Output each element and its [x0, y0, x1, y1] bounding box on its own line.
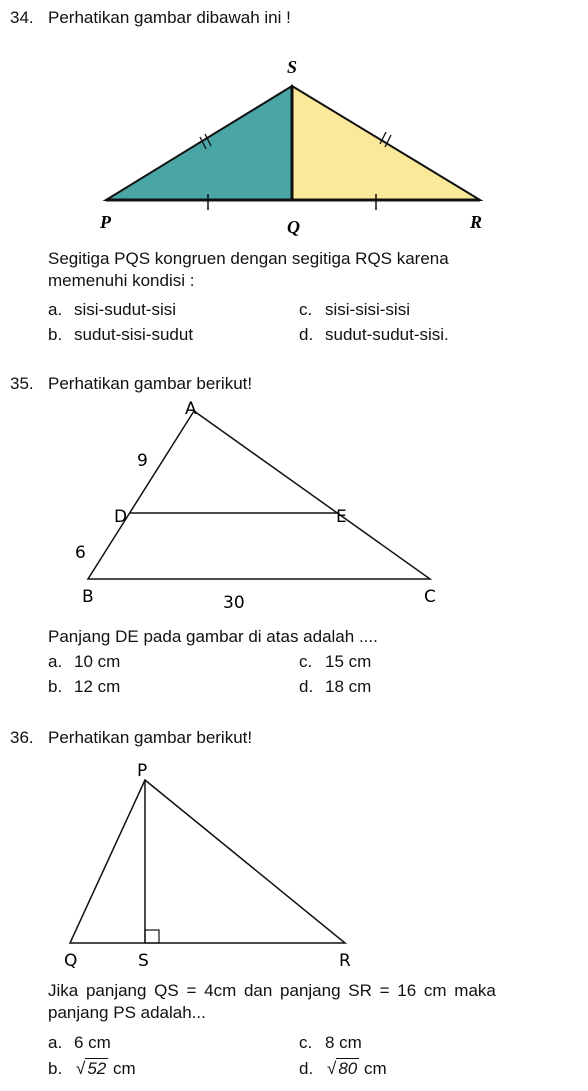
- q34-option-a[interactable]: a. sisi-sudut-sisi: [48, 300, 177, 319]
- label-q: Q: [287, 217, 300, 237]
- radicand: 52: [87, 1059, 107, 1078]
- q35-similar-triangles-figure: [0, 390, 588, 620]
- triangle-pqr: [70, 780, 345, 943]
- q34-option-d[interactable]: d. sudut-sudut-sisi.: [299, 325, 449, 344]
- label-bc-length: 30: [223, 593, 245, 613]
- question-number: 36.: [10, 728, 34, 747]
- statement-line: panjang PS adalah...: [48, 1003, 206, 1022]
- q36-right-triangle-figure: [0, 750, 588, 980]
- question-number: 34.: [10, 8, 34, 27]
- label-r: R: [339, 951, 351, 971]
- q35-option-c[interactable]: c. 15 cm: [299, 652, 372, 671]
- label-b: B: [82, 587, 94, 607]
- right-angle-marker: [145, 930, 159, 943]
- label-a: A: [185, 399, 197, 419]
- q35-option-d[interactable]: d. 18 cm: [299, 677, 372, 696]
- statement-line: Jika panjang QS = 4cm dan panjang SR = 16 cm maka: [48, 981, 496, 1000]
- label-s: S: [138, 951, 149, 971]
- label-q: Q: [64, 951, 78, 971]
- label-c: C: [424, 587, 436, 607]
- q36-option-c[interactable]: c. 8 cm: [299, 1033, 362, 1052]
- q36-statement: [48, 980, 496, 1024]
- triangle-rqs: [292, 86, 480, 200]
- q34-statement: [48, 248, 449, 292]
- label-p: P: [137, 761, 148, 781]
- q35-question-text: Panjang DE pada gambar di atas adalah ....: [48, 627, 378, 646]
- square-root: √ 80: [327, 1059, 358, 1078]
- q36-option-d[interactable]: d. √ 80 cm: [299, 1059, 387, 1078]
- question-prompt: Perhatikan gambar berikut!: [48, 374, 253, 393]
- statement-line: Segitiga PQS kongruen dengan segitiga RQS karena: [48, 249, 449, 268]
- q34-option-b[interactable]: b. sudut-sisi-sudut: [48, 325, 194, 344]
- q35-option-b[interactable]: b. 12 cm: [48, 677, 121, 696]
- label-ad-length: 9: [137, 451, 148, 471]
- label-e: E: [336, 507, 347, 527]
- label-db-length: 6: [75, 543, 86, 563]
- question-prompt: Perhatikan gambar berikut!: [48, 728, 253, 747]
- radicand: 80: [338, 1059, 358, 1078]
- square-root: √ 52: [76, 1059, 107, 1078]
- q34-congruent-triangles-figure: [0, 0, 588, 250]
- statement-line: memenuhi kondisi :: [48, 271, 195, 290]
- triangle-pqs: [106, 86, 292, 200]
- label-p: P: [100, 212, 111, 232]
- q35-option-a[interactable]: a. 10 cm: [48, 652, 121, 671]
- label-r: R: [470, 212, 483, 232]
- question-prompt: Perhatikan gambar dibawah ini !: [48, 8, 291, 27]
- label-d: D: [114, 507, 128, 527]
- question-36-header: [10, 728, 252, 748]
- label-s: S: [287, 57, 298, 77]
- question-number: 35.: [10, 374, 34, 393]
- triangle-abc: [88, 411, 430, 579]
- q36-option-a[interactable]: a. 6 cm: [48, 1033, 111, 1052]
- q36-option-b[interactable]: b. √ 52 cm: [48, 1059, 136, 1078]
- q34-option-c[interactable]: c. sisi-sisi-sisi: [299, 300, 410, 319]
